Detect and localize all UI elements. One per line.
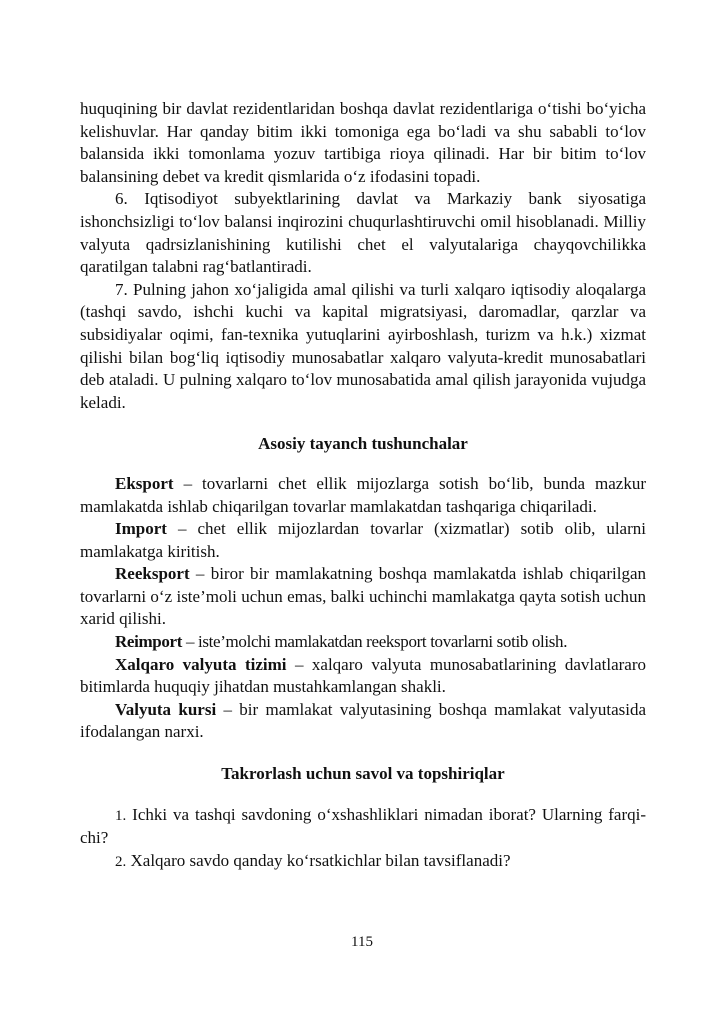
section-heading-terms: Asosiy tayanch tushunchalar: [258, 434, 468, 454]
question-number: 1.: [115, 807, 127, 824]
term-valyuta-kursi: [80, 699, 646, 744]
question-1: [80, 804, 646, 850]
term-definition: – chet ellik mijozlardan tovarlar (xizmatlar) sotib olib, ularni mamlakatga kiritish.: [80, 519, 646, 561]
term-xalqaro-valyuta-tizimi: [80, 654, 646, 699]
term-word: Import: [115, 519, 167, 539]
question-number: 2.: [115, 853, 127, 870]
term-word: Reimport: [115, 632, 183, 652]
paragraph-item-6: 6. Iqtisodiyot subyektlarining davlat va Markaziy bank siyosatiga ishonchsizligi to‘lov balansi inqirozini chuqurlashtiruvchi omil hisoblanadi. Milliy valyuta qadrsizlanishining kutilishi chet el valyutalariga chayqovchilikka qaratilgan talabni rag‘batlantiradi.: [80, 189, 646, 277]
term-definition: – bir mamlakat valyutasining boshqa mamlakat valyutasida ifodalangan narxi.: [80, 699, 646, 742]
term-definition: – iste’molchi mamlakatdan reeksport tovarlarni sotib olish.: [182, 632, 568, 652]
term-word: Valyuta kursi: [115, 699, 217, 719]
term-word: Reeksport: [115, 564, 190, 584]
term-reimport: [80, 631, 646, 654]
paragraph-item-7: 7. Pulning jahon xo‘jaligida amal qilishi va turli xalqaro iqtisodiy aloqalarga (tashqi savdo, ishchi kuchi va kapital migratsiyasi, daromadlar, qarzlar va subsidiyalar oqimi, fan-texnika yutuqlarini ayirboshlash, turizm va h.k.) xizmat qilishi bilan bog‘liq iqtisodiy munosabatlar xalqaro valyuta-kredit munosabatlari deb ataladi. U pulning xalqaro to‘lov munosabatida amal qilish jarayonida vujudga keladi.: [80, 279, 646, 412]
question-2: [80, 850, 646, 874]
page-body: [80, 98, 646, 873]
question-text: Ichki va tashqi savdoning o‘xshashliklari nimadan iborat? Ularning farqi-chi?: [80, 804, 646, 848]
term-reeksport: [80, 563, 646, 631]
term-import: [80, 518, 646, 563]
term-definition: – xalqaro valyuta munosabatlarining davlatlararo bitimlarda huquqiy jihatdan mustahkamlangan shakli.: [80, 654, 646, 697]
term-definition: – biror bir mamlakatning boshqa mamlakatda ishlab chiqarilgan tovarlarni o‘z iste’moli uchun emas, balki uchinchi mamlakatga qayta sotish uchun xarid qilishi.: [80, 564, 646, 629]
paragraph-continuation: huquqining bir davlat rezidentlaridan boshqa davlat rezidentlariga o‘tishi bo‘yicha kelishuvlar. Har qanday bitim ikki tomoniga ega bo‘ladi va shu sababli to‘lov balansida ikki tomonlama yozuv tartibiga rioya qilinadi. Har bir bitim to‘lov balansining debet va kredit qismlarida o‘z ifodasini topadi.: [80, 99, 646, 186]
section-heading-tasks: Takrorlash uchun savol va topshiriqlar: [221, 764, 505, 784]
term-word: Eksport: [115, 473, 174, 493]
term-definition: – tovarlarni chet ellik mijozlarga sotish bo‘lib, bunda mazkur mamlakatda ishlab chiqarilgan tovarlar mamlakatdan tashqariga chiqariladi.: [80, 473, 646, 516]
term-word: Xalqaro valyuta tizimi: [115, 654, 287, 674]
page-number: 115: [351, 934, 373, 950]
question-text: Xalqaro savdo qanday ko‘rsatkichlar bilan tavsiflanadi?: [126, 850, 511, 870]
term-eksport: [80, 473, 646, 518]
